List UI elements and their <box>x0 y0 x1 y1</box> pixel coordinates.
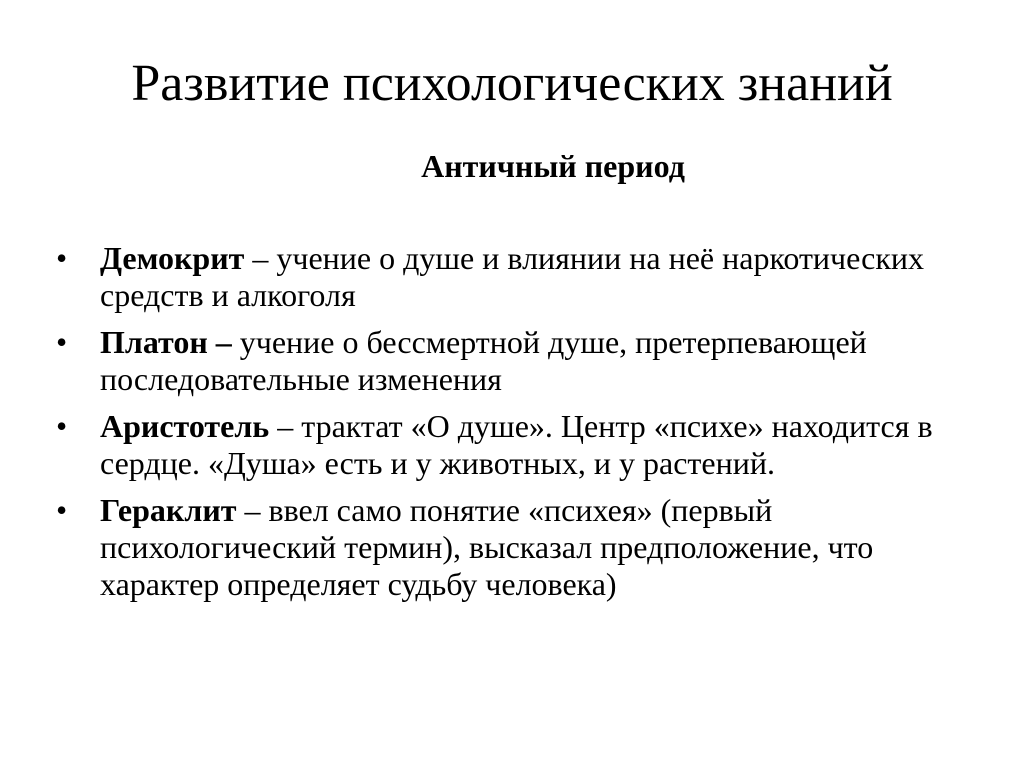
item-text: – трактат «О душе». Центр «психе» находится в сердце. «Душа» есть и у животных, и у растений. <box>100 408 933 481</box>
item-term: Гераклит <box>100 492 237 528</box>
bullet-list <box>56 240 976 613</box>
slide-subtitle: Античный период <box>421 148 685 184</box>
bullet-point-icon: • <box>56 240 68 276</box>
list-item <box>56 324 976 398</box>
bullet-point-icon: • <box>56 408 68 444</box>
item-term: Аристотель <box>100 408 270 444</box>
item-term: Демокрит <box>100 240 245 276</box>
item-text: – ввел само понятие «психея» (первый психологический термин), высказал предположение, что характер определяет судьбу человека) <box>100 492 874 602</box>
bullet-point-icon: • <box>56 492 68 528</box>
item-text: учение о бессмертной душе, претерпевающей последовательные изменения <box>100 324 867 397</box>
item-text: – учение о душе и влиянии на неё наркотических средств и алкоголя <box>100 240 925 313</box>
slide-title: Развитие психологических знаний <box>131 55 893 112</box>
list-item <box>56 240 976 314</box>
list-item <box>56 408 976 482</box>
bullet-point-icon: • <box>56 324 68 360</box>
list-item <box>56 492 976 603</box>
item-term: Платон – <box>100 324 232 360</box>
